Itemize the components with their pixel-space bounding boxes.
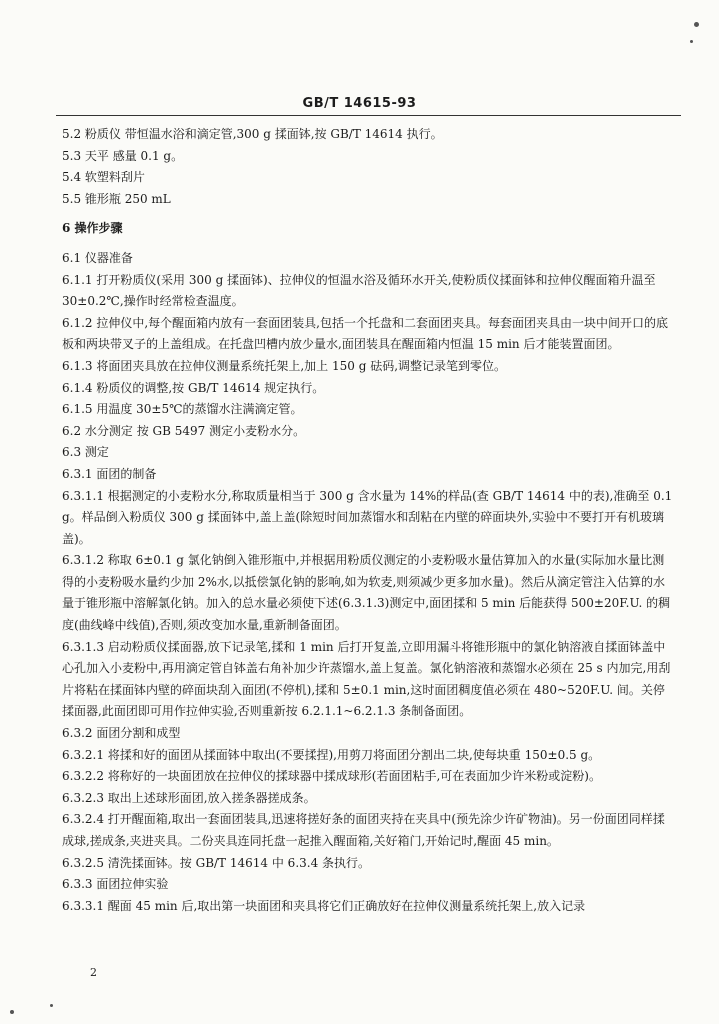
item-6-3-2: 6.3.2 面团分割和成型 [62,726,181,741]
scan-speck [694,22,699,27]
para-6-2: 6.2 水分测定 按 GB 5497 测定小麦粉水分。 [62,423,306,438]
document-body [62,124,674,917]
item-5-3: 5.3 天平 感量 0.1 g。 [62,148,184,163]
para-6-3-2-5: 6.3.2.5 清洗揉面钵。按 GB/T 14614 中 6.3.4 条执行。 [62,855,371,870]
spacer [62,240,674,248]
para-6-3-1-2: 6.3.1.2 称取 6±0.1 g 氯化钠倒入锥形瓶中,并根据用粉质仪测定的小麦粉吸水量估算加入的水量(实际加水量比测得的小麦粉吸水量约少加 2%水,以抵偿氯化钠的影响,如为软麦,则须减少更多加水量)。然后从滴定管注入估算的水量于锥形瓶中溶解氯化钠。加入的总水量必须使下述(6.3.1.3)测定中,面团揉和 5 min 后能获得 500±20F.U. 的稠度(曲线峰中线值),否则,须改变加水量,重新制备面团。 [62,553,671,633]
spacer [62,210,674,218]
para-6-1-1: 6.1.1 打开粉质仪(采用 300 g 揉面钵)、拉伸仪的恒温水浴及循环水开关,使粉质仪揉面钵和拉伸仪醒面箱升温至 30±0.2℃,操作时经常检查温度。 [62,272,656,309]
scan-speck [690,40,693,43]
para-6-3-2-4: 6.3.2.4 打开醒面箱,取出一套面团装具,迅速将搓好条的面团夹持在夹具中(预先涂少许矿物油)。另一份面团同样揉成球,搓成条,夹进夹具。二份夹具连同托盘一起推入醒面箱,关好箱门,开始记时,醒面 45 min。 [62,812,665,848]
item-6-3: 6.3 测定 [62,445,109,460]
item-6-1: 6.1 仪器准备 [62,250,133,265]
section-6-heading: 6 操作步骤 [62,221,123,236]
scan-speck [50,1004,53,1007]
item-5-4: 5.4 软塑料刮片 [62,170,145,185]
para-6-1-4: 6.1.4 粉质仪的调整,按 GB/T 14614 规定执行。 [62,380,325,395]
item-6-3-3: 6.3.3 面团拉伸实验 [62,877,169,892]
item-6-3-1: 6.3.1 面团的制备 [62,466,157,481]
para-6-3-2-2: 6.3.2.2 将称好的一块面团放在拉伸仪的揉球器中揉成球形(若面团粘手,可在表面加少许米粉或淀粉)。 [62,769,601,784]
para-6-3-3-1: 6.3.3.1 醒面 45 min 后,取出第一块面团和夹具将它们正确放好在拉伸仪测量系统托架上,放入记录 [62,898,586,913]
document-header: GB/T 14615-93 [302,96,417,111]
para-6-1-5: 6.1.5 用温度 30±5℃的蒸馏水注满滴定管。 [62,402,303,417]
para-6-3-2-1: 6.3.2.1 将揉和好的面团从揉面钵中取出(不要揉捏),用剪刀将面团分割出二块,使每块重 150±0.5 g。 [62,747,601,762]
para-6-3-2-3: 6.3.2.3 取出上述球形面团,放入搓条器搓成条。 [62,790,316,805]
header-rule [56,115,681,116]
para-6-3-1-3: 6.3.1.3 启动粉质仪揉面器,放下记录笔,揉和 1 min 后打开复盖,立即用漏斗将锥形瓶中的氯化钠溶液自揉面钵盖中心孔加入小麦粉中,再用滴定管自钵盖右角补加少许蒸馏水,盖上复盖。氯化钠溶液和蒸馏水必须在 25 s 内加完,用刮片将粘在揉面钵内壁的碎面块刮入面团(不停机),揉和 5±0.1 min,这时面团稠度值必须在 480~520F.U. 间。关停揉面器,此面团即可用作拉伸实验,否则重新按 6.2.1.1~6.2.1.3 条制备面团。 [62,639,671,719]
item-5-2: 5.2 粉质仪 带恒温水浴和滴定管,300 g 揉面钵,按 GB/T 14614 执行。 [62,127,443,141]
page-number: 2 [90,966,97,979]
item-5-5: 5.5 锥形瓶 250 mL [62,191,171,206]
para-6-3-1-1: 6.3.1.1 根据测定的小麦粉水分,称取质量相当于 300 g 含水量为 14%的样品(查 GB/T 14614 中的表),准确至 0.1 g。样品倒入粉质仪 300 g 揉面钵中,盖上盖(除短时间加蒸馏水和刮粘在内壁的碎面块外,实验中不要打开有机玻璃盖)。 [62,488,673,546]
para-6-1-2: 6.1.2 拉伸仪中,每个醒面箱内放有一套面团装具,包括一个托盘和二套面团夹具。每套面团夹具由一块中间开口的底板和两块带叉子的上盖组成。在托盘凹槽内放少量水,面团装具在醒面箱内恒温 15 min 后才能装置面团。 [62,315,668,352]
scan-speck [10,1010,14,1014]
para-6-1-3: 6.1.3 将面团夹具放在拉伸仪测量系统托架上,加上 150 g 砝码,调整记录笔到零位。 [62,358,507,373]
